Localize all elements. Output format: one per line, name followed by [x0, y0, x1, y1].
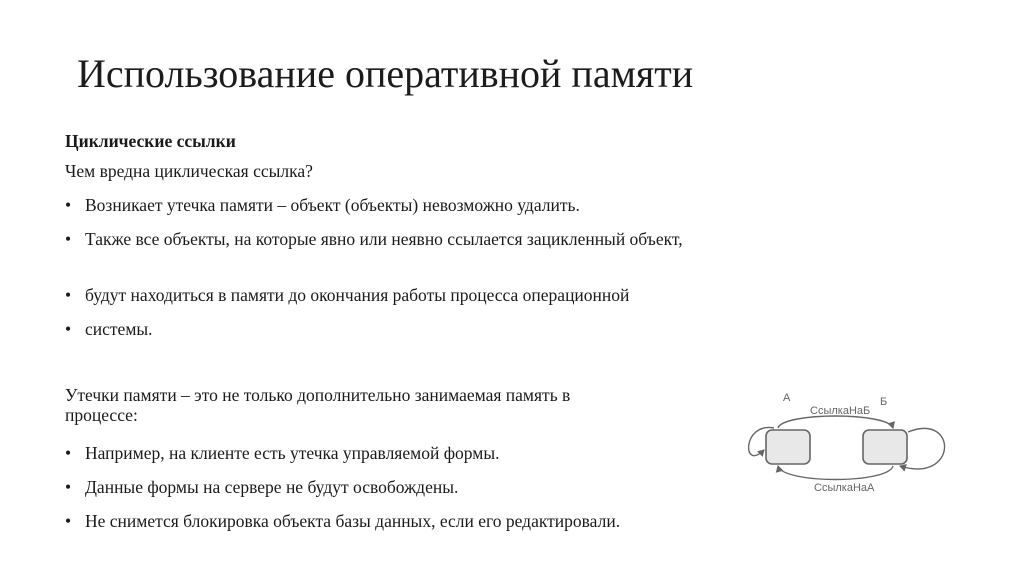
bullet-dot: •: [65, 443, 72, 463]
node-b-box: [863, 430, 907, 464]
question-text: Чем вредна циклическая ссылка?: [65, 161, 313, 181]
bullet-text: системы.: [85, 319, 153, 339]
slide-title: Использование оперативной памяти: [77, 51, 694, 96]
bullet-dot: •: [65, 511, 72, 531]
memory-leak-intro: Утечки памяти – это не только дополнительно занимаемая память в: [65, 385, 571, 405]
bullet-dot: •: [65, 195, 72, 215]
node-a-box: [766, 430, 810, 464]
bullet-dot: •: [65, 229, 72, 249]
ref-a-to-b-arrow: [778, 416, 893, 428]
bullet-text: Данные формы на сервере не будут освобождены.: [85, 477, 459, 497]
bullet-text: Например, на клиенте есть утечка управляемой формы.: [85, 443, 500, 463]
bullet-text: Также все объекты, на которые явно или неявно ссылается зацикленный объект,: [85, 229, 683, 249]
section-heading: Циклические ссылки: [65, 131, 236, 151]
bullet-text: будут находиться в памяти до окончания работы процесса операционной: [85, 285, 630, 305]
bullet-dot: •: [65, 477, 72, 497]
ref-top-label: СсылкаНаБ: [810, 405, 871, 417]
bullet-dot: •: [65, 285, 72, 305]
ref-bottom-label: СсылкаНаА: [814, 482, 875, 494]
node-b-label: Б: [880, 396, 888, 408]
memory-leak-intro-cont: процессе:: [65, 405, 138, 425]
circular-reference-diagram: [748, 388, 958, 500]
bullet-text: Возникает утечка памяти – объект (объекты) невозможно удалить.: [85, 195, 580, 215]
node-a-label: А: [783, 392, 791, 404]
bullet-dot: •: [65, 319, 72, 339]
bullet-text: Не снимется блокировка объекта базы данных, если его редактировали.: [85, 511, 621, 531]
ref-b-to-a-arrow: [778, 466, 893, 480]
